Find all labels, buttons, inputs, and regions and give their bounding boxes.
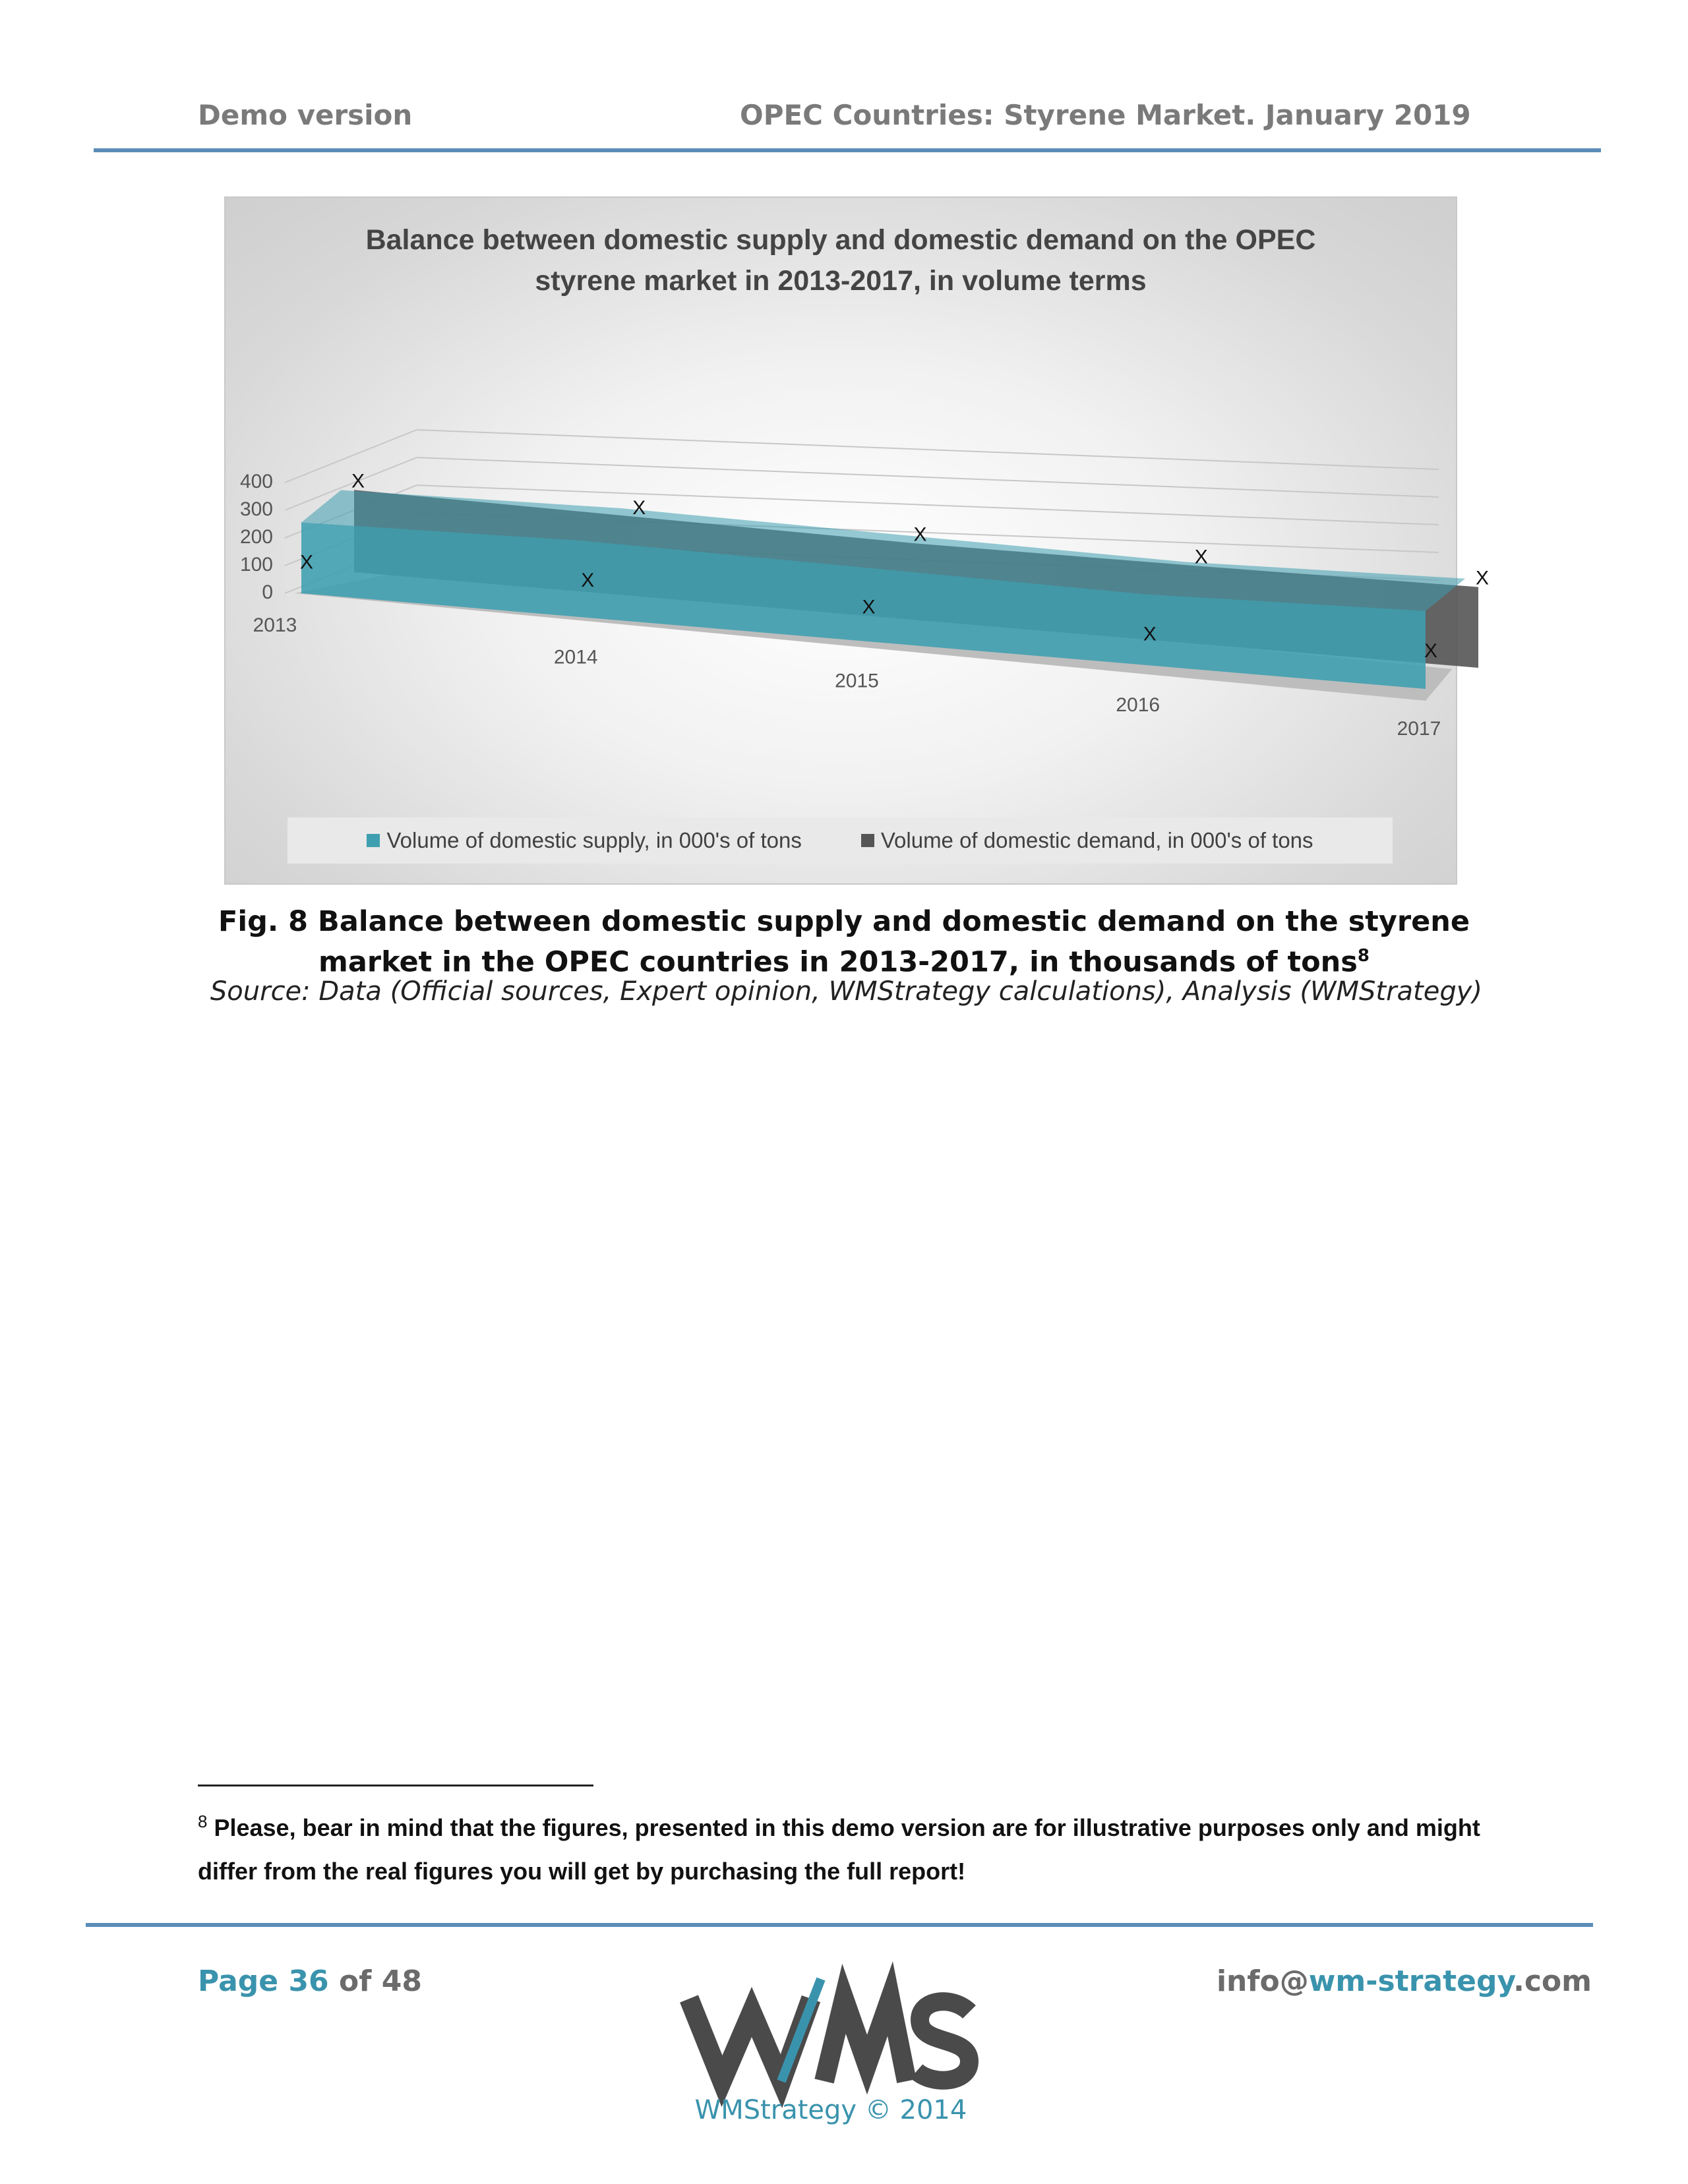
header-left-text: Demo version — [198, 99, 413, 131]
data-point-marker: X — [1475, 567, 1490, 589]
y-tick-label: 300 — [239, 498, 273, 520]
x-tick-label: 2016 — [1116, 694, 1160, 716]
chart-legend — [287, 817, 1393, 864]
legend-item-demand — [861, 828, 1313, 853]
email-user: info@ — [1216, 1964, 1309, 1998]
x-tick-label: 2013 — [253, 614, 297, 636]
legend-swatch-supply — [367, 834, 380, 847]
data-point-marker: X — [1143, 623, 1157, 645]
header-report-title: OPEC Countries: Styrene Market. January 2019 — [740, 99, 1471, 131]
y-tick-label: 100 — [239, 554, 273, 576]
x-tick-label: 2017 — [1397, 718, 1441, 740]
email-domain: wm-strategy — [1308, 1964, 1514, 1998]
data-point-marker: X — [1194, 546, 1208, 568]
chart-plot — [226, 198, 1490, 883]
footer-divider — [86, 1923, 1593, 1927]
page-number — [198, 1964, 422, 1998]
contact-email[interactable] — [1217, 1964, 1592, 1998]
data-point-marker: X — [632, 496, 646, 519]
legend-item-supply — [367, 828, 801, 853]
figure-caption — [198, 904, 1490, 979]
legend-label-demand: Volume of domestic demand, in 000's of tons — [880, 828, 1313, 852]
data-point-marker: X — [299, 551, 314, 574]
x-tick-label: 2014 — [553, 646, 598, 668]
page-of-word: of — [339, 1964, 372, 1998]
legend-swatch-demand — [861, 834, 874, 847]
figure-caption-text: Fig. 8 Balance between domestic supply and domestic demand on the styrene market in the OPEC countries in 2013-2017, in thousands of tons — [218, 905, 1470, 979]
y-tick-label: 0 — [262, 581, 273, 603]
data-point-marker: X — [1424, 639, 1438, 662]
chart-container — [224, 196, 1490, 885]
page-word: Page — [198, 1964, 279, 1998]
footnote — [198, 1800, 1503, 1893]
data-point-marker: X — [581, 570, 595, 592]
chart-title-line-2: styrene market in 2013-2017, in volume terms — [535, 265, 1147, 297]
header-divider — [94, 148, 1601, 152]
y-tick-label: 400 — [239, 471, 273, 492]
figure-caption-footnote-ref: 8 — [1357, 946, 1370, 966]
page-total: 48 — [381, 1964, 422, 1998]
y-tick-label: 200 — [239, 526, 273, 548]
logo-copyright: WMStrategy © 2014 — [694, 2095, 967, 2125]
x-tick-label: 2015 — [835, 670, 879, 692]
footnote-number: 8 — [198, 1812, 208, 1831]
legend-label-supply: Volume of domestic supply, in 000's of tons — [386, 828, 802, 852]
email-tld: .com — [1513, 1964, 1592, 1998]
data-point-marker: X — [862, 596, 876, 618]
page-current: 36 — [288, 1964, 329, 1998]
figure-source: Source: Data (Official sources, Expert opinion, WMStrategy calculations), Analysis (WMStrategy) — [210, 976, 1482, 1007]
data-point-marker: X — [351, 470, 365, 492]
footnote-text: Please, bear in mind that the figures, presented in this demo version are for illustrative purposes only and might differ from the real figures you will get by purchasing the full report! — [198, 1814, 1480, 1885]
wms-logo — [686, 1972, 976, 2094]
data-point-marker: X — [913, 523, 927, 546]
footnote-divider — [198, 1785, 593, 1786]
chart-title-line-1: Balance between domestic supply and domestic demand on the OPEC — [365, 224, 1316, 256]
